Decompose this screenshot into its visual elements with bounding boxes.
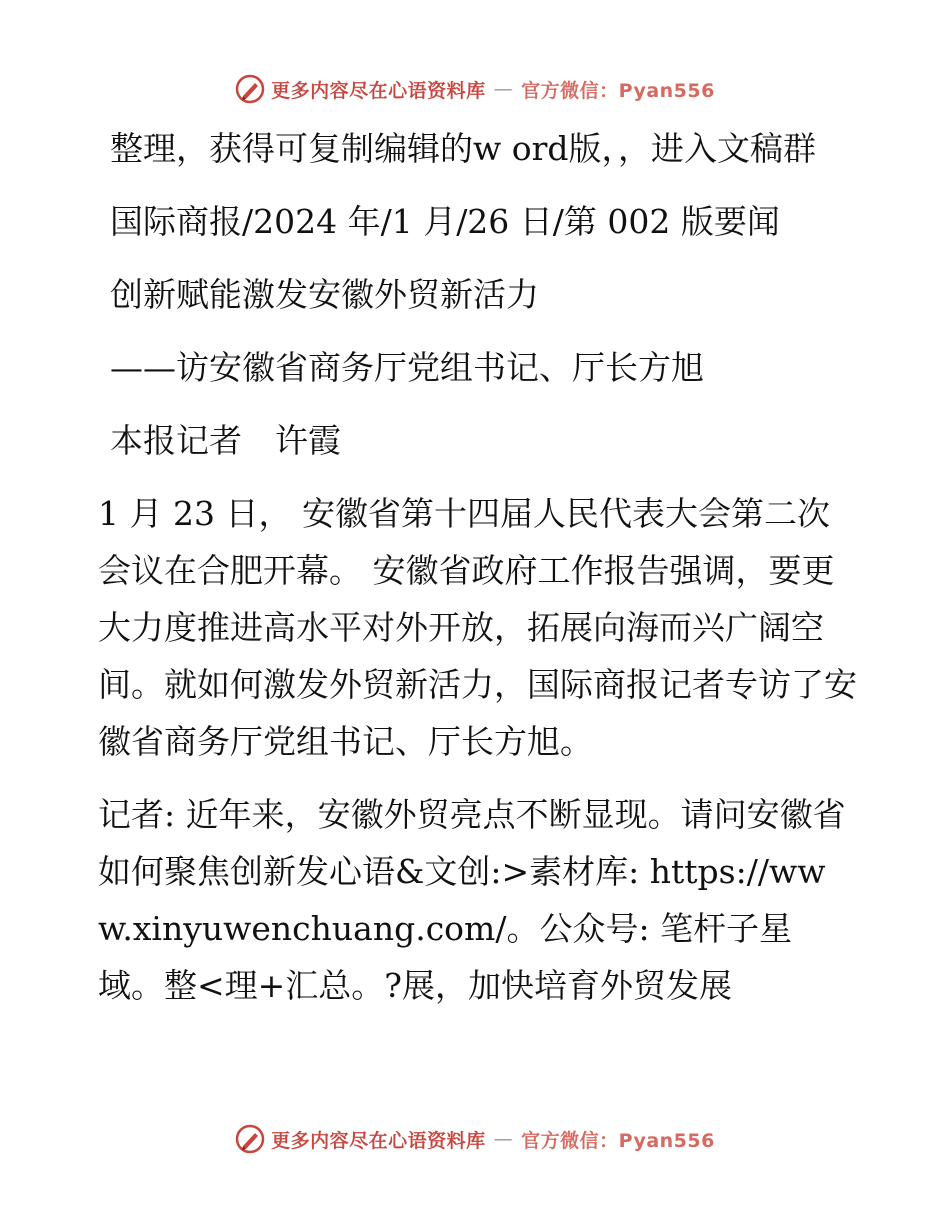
banner-separator: — — [493, 1128, 514, 1150]
paragraph-body-1: 1 月 23 日， 安徽省第十四届人民代表大会第二次会议在合肥开幕。 安徽省政府工作报告强调，要更大力度推进高水平对外开放，拓展向海而兴广阔空间。就如何激发外贸新活力，国际商报记者专访了安徽省商务厅党组书记、厅长方旭。 — [98, 494, 857, 761]
banner-text: 更多内容尽在心语资料库 — [271, 1129, 486, 1152]
banner-text: 更多内容尽在心语资料库 — [271, 79, 486, 102]
footer-watermark-banner — [0, 1119, 950, 1159]
header-watermark-banner — [0, 69, 950, 109]
paragraph-intro: 整理，获得可复制编辑的w ord版，，进入文稿群 — [110, 129, 817, 168]
document-body — [98, 120, 858, 1030]
paragraph-source: 国际商报/2024 年/1 月/26 日/第 002 版要闻 — [110, 202, 780, 241]
banner-wechat: 官方微信：Pyan556 — [521, 1129, 715, 1152]
banner-separator: — — [493, 78, 514, 100]
paragraph-body-2: 记者: 近年来，安徽外贸亮点不断显现。请问安徽省如何聚焦创新发心语&文创:>素材库: https://www.xinyuwenchuang.com/。公众号: 笔杆子星域。整<理+汇总。?展，加快培育外贸发展 — [98, 795, 846, 1005]
pen-circle-logo-icon — [235, 1124, 265, 1154]
article-subtitle: ——访安徽省商务厅党组书记、厅长方旭 — [110, 348, 704, 387]
banner-wechat: 官方微信：Pyan556 — [521, 79, 715, 102]
article-title: 创新赋能激发安徽外贸新活力 — [110, 275, 539, 314]
pen-circle-logo-icon — [235, 74, 265, 104]
article-byline: 本报记者 许霞 — [110, 421, 341, 460]
